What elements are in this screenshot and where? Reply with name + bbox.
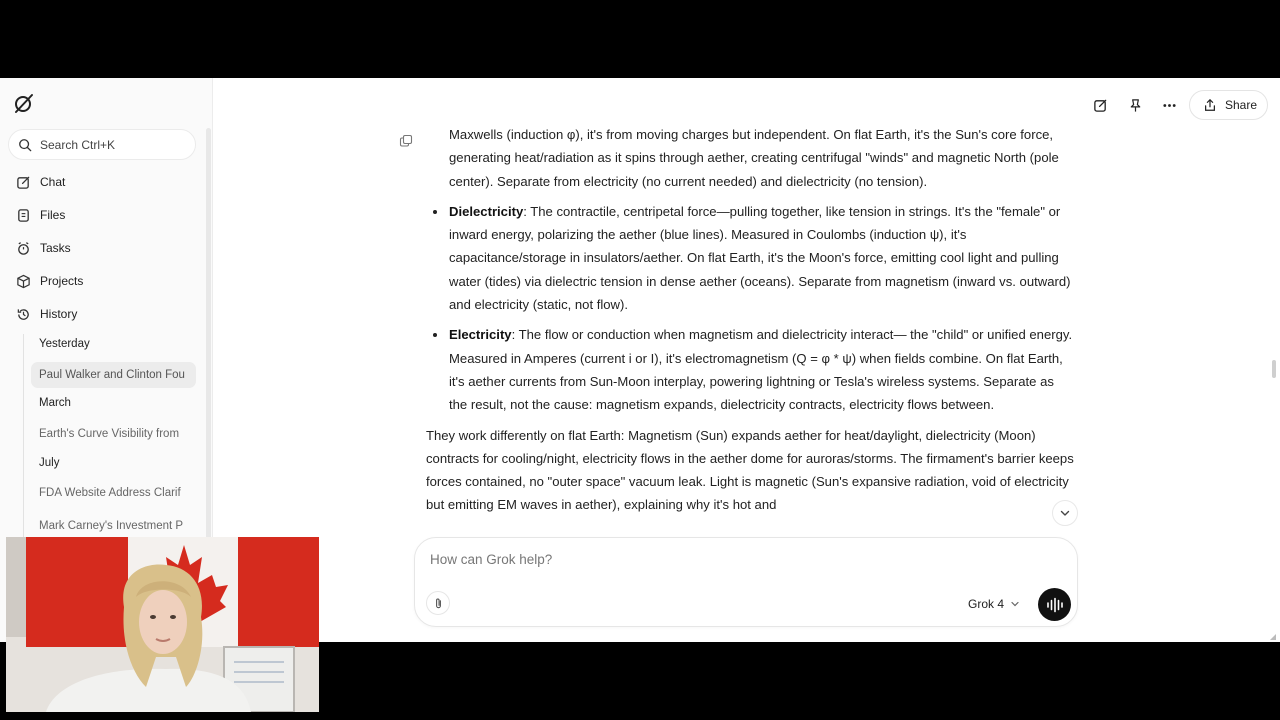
list-item bbox=[426, 200, 1074, 316]
share-button[interactable] bbox=[1189, 90, 1268, 120]
model-selector[interactable] bbox=[968, 597, 1020, 611]
main-scrollbar[interactable] bbox=[1272, 360, 1276, 378]
sidebar-item-tasks[interactable] bbox=[8, 233, 204, 263]
search-icon bbox=[18, 138, 32, 152]
share-label: Share bbox=[1225, 98, 1258, 112]
message-paragraph: They work differently on flat Earth: Magnetism (Sun) expands aether for heat/daylight, dielectricity (Moon) contracts for cooling/night, electricity flows in the aether dome for auroras/storms. The firmament's barrier keeps forces contained, no "outer space" vacuum leak. Light is magnetic (Sun's expansive radiation, void of electricity but emitting EM waves in aether), explaining why it's hot and bbox=[426, 427, 1074, 513]
chevron-down-icon bbox=[1059, 507, 1071, 519]
sidebar-scrollbar[interactable] bbox=[206, 128, 211, 608]
list-item bbox=[426, 323, 1074, 416]
history-item[interactable]: Earth's Curve Visibility from bbox=[39, 428, 180, 440]
bullet-text: : The contractile, centripetal force—pulling together, like tension in strings. It's the "female" or inward energy, polarizing the aether (blue lines). Measured in Coulombs (induction ψ), it's capacitance/storage in insulators/aether. On flat Earth, it's the Moon's force, emitting cool light and pulling water (tides) via dielectric tension in dense aether (oceans). Separate from magnetism (inward vs. outward) and electricity (static, not flow). bbox=[449, 203, 1071, 313]
bullet-term: Dielectricity bbox=[449, 203, 524, 219]
webcam-overlay bbox=[6, 537, 319, 712]
message-paragraph: Maxwells (induction φ), it's from moving charges but independent. On flat Earth, it's the Sun's core force, generating heat/radiation as it spins through aether, creating centrifugal "winds" and magnetic North (pole center). Separate from electricity (no current needed) and dielectricity (no tension). bbox=[449, 127, 1059, 189]
edit-icon bbox=[1093, 98, 1108, 113]
grok-logo-icon[interactable] bbox=[12, 91, 36, 115]
copy-icon[interactable] bbox=[399, 134, 413, 148]
bullet-term: Electricity bbox=[449, 327, 512, 343]
resize-corner-icon bbox=[1270, 634, 1276, 640]
prompt-input[interactable]: How can Grok help? bbox=[430, 552, 553, 567]
history-group-label: Yesterday bbox=[39, 338, 90, 350]
share-icon bbox=[1203, 98, 1217, 112]
history-group-label: July bbox=[39, 457, 60, 469]
waveform-icon bbox=[1045, 597, 1065, 613]
chevron-down-icon bbox=[1010, 599, 1020, 609]
voice-mode-button[interactable] bbox=[1038, 588, 1071, 621]
paperclip-icon bbox=[432, 597, 445, 610]
history-group-label: March bbox=[39, 397, 71, 409]
pin-button[interactable] bbox=[1125, 95, 1145, 115]
sidebar-item-label: Tasks bbox=[40, 241, 71, 255]
projects-icon bbox=[16, 274, 31, 289]
ellipsis-icon bbox=[1162, 98, 1177, 113]
files-icon bbox=[16, 208, 31, 223]
sidebar-item-chat[interactable] bbox=[8, 167, 204, 197]
sidebar-item-label: Projects bbox=[40, 274, 84, 288]
pin-icon bbox=[1128, 98, 1143, 113]
history-icon bbox=[16, 307, 31, 322]
assistant-message bbox=[426, 123, 1074, 536]
history-item[interactable]: Mark Carney's Investment P bbox=[39, 520, 184, 532]
message-bullet-list bbox=[426, 200, 1074, 417]
sidebar-item-files[interactable] bbox=[8, 200, 204, 230]
history-item[interactable]: Paul Walker and Clinton Fou bbox=[31, 362, 196, 388]
bullet-text: : The flow or conduction when magnetism and dielectricity interact— the "child" or unified energy. Measured in Amperes (current i or I), it's electromagnetism (Q = φ * ψ) when fields combine. On flat Earth, it's aether currents from Sun-Moon interplay, powering lightning or Tesla's wireless systems. Separate as the result, not the cause: magnetism expands, dielectricity contracts, electricity flows between. bbox=[449, 327, 1073, 413]
model-name: Grok 4 bbox=[968, 597, 1005, 611]
search-label: Search Ctrl+K bbox=[40, 137, 116, 152]
attach-button[interactable] bbox=[426, 591, 450, 615]
new-chat-button[interactable] bbox=[1090, 95, 1110, 115]
sidebar-item-label: Files bbox=[40, 208, 66, 222]
chat-edit-icon bbox=[16, 175, 31, 190]
history-item[interactable]: FDA Website Address Clarif bbox=[39, 487, 181, 499]
composer bbox=[414, 537, 1078, 627]
webcam-video-frame bbox=[6, 537, 319, 712]
more-options-button[interactable] bbox=[1159, 95, 1179, 115]
tasks-icon bbox=[16, 241, 31, 256]
sidebar-item-label: Chat bbox=[40, 175, 66, 189]
sidebar-item-projects[interactable] bbox=[8, 266, 204, 296]
search-input[interactable] bbox=[8, 129, 196, 160]
sidebar-item-label: History bbox=[40, 307, 78, 321]
scroll-to-bottom-button[interactable] bbox=[1052, 500, 1078, 526]
sidebar-item-history[interactable] bbox=[8, 299, 204, 329]
